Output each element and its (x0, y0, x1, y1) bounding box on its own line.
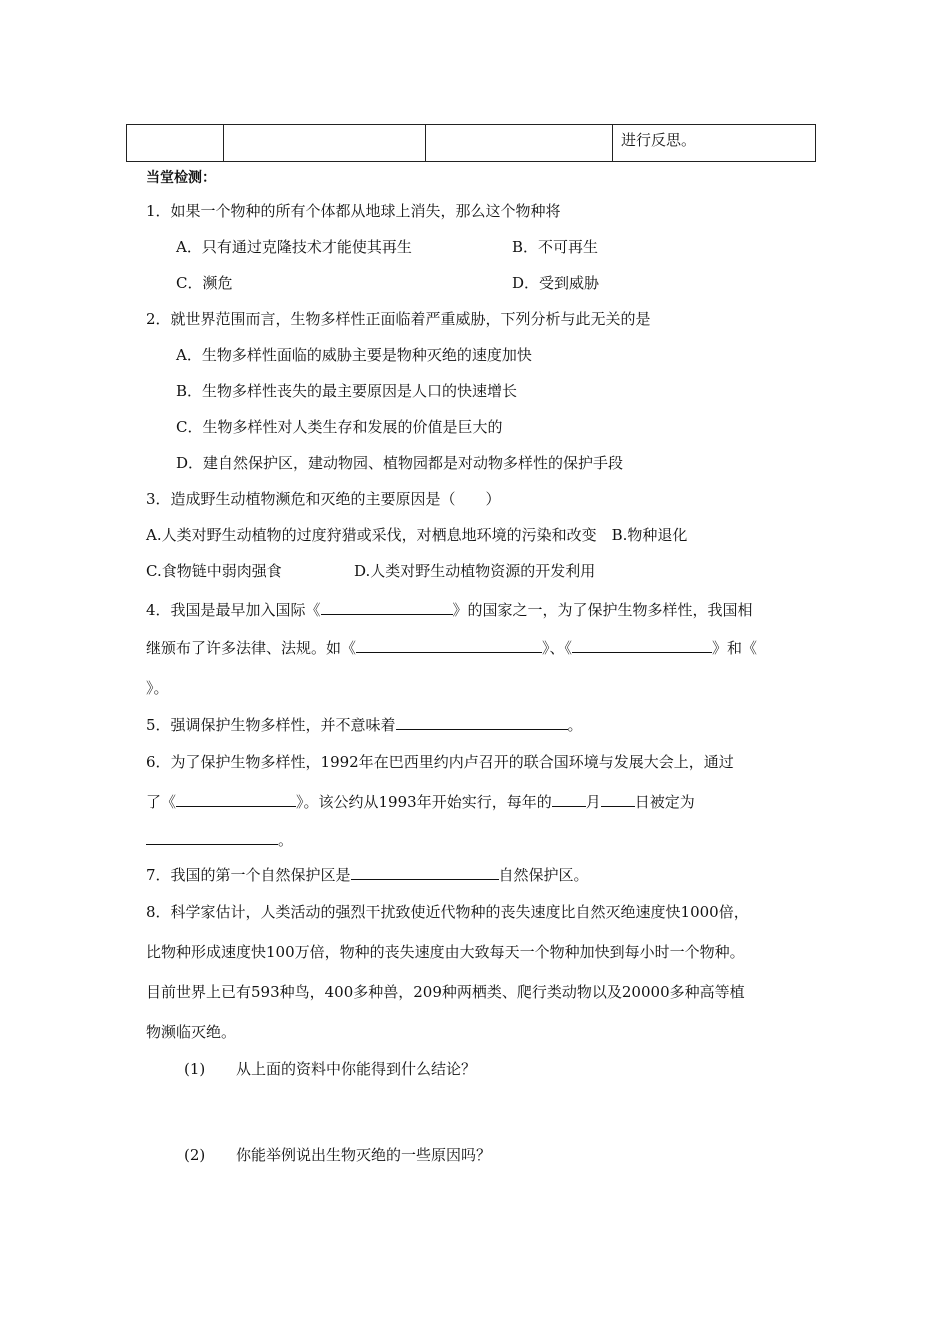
section-title: 当堂检测： (146, 170, 216, 186)
q8-line-3: 目前世界上已有593种鸟，400多种兽，209种两栖类、爬行类动物以及20000多种高等植 (146, 983, 745, 1001)
q8-line-1: 8．科学家估计，人类活动的强烈干扰致使近代物种的丧失速度比自然灭绝速度快1000倍， (146, 903, 749, 921)
q1-option-a: A．只有通过克隆技术才能使其再生 (176, 238, 412, 256)
q3-stem: 3．造成野生动植物濒危和灭绝的主要原因是（ ） (146, 490, 501, 508)
table-row (127, 125, 816, 162)
q3-option-d: D.人类对野生动植物资源的开发利用 (354, 562, 596, 580)
q4-text-6: 》。 (146, 679, 169, 697)
q4-blank-2[interactable] (356, 638, 542, 653)
q6-blank-month[interactable] (552, 792, 586, 807)
q4-text-4: 》、《 (542, 639, 573, 657)
q6-text-5: 日被定为 (634, 793, 695, 811)
q8-line-4: 物濒临灭绝。 (146, 1023, 237, 1041)
q4-text-2: 》的国家之一，为了保护生物多样性，我国相 (452, 601, 753, 619)
q1-option-b: B．不可再生 (512, 238, 599, 256)
table-cell (224, 125, 426, 162)
q5-line (146, 715, 583, 735)
q5-blank[interactable] (396, 715, 568, 730)
q5-text-2: 。 (567, 716, 583, 734)
q8-sub1-number: (1) (184, 1060, 206, 1078)
q5-text-1: 5．强调保护生物多样性，并不意味着 (146, 716, 396, 734)
q6-text-1: 6．为了保护生物多样性，1992年在巴西里约内卢召开的联合国环境与发展大会上，通过 (146, 753, 734, 771)
q4-blank-1[interactable] (321, 600, 453, 615)
header-table (126, 124, 816, 162)
q4-blank-3[interactable] (572, 638, 712, 653)
q4-text-1: 4．我国是最早加入国际《 (146, 601, 321, 619)
q4-line2 (146, 638, 757, 658)
table-cell (127, 125, 224, 162)
q8-sub1-text: 从上面的资料中你能得到什么结论？ (236, 1060, 477, 1078)
q7-line (146, 865, 589, 885)
q3-option-c: C.食物链中弱肉强食 (146, 562, 282, 580)
q6-blank-2[interactable] (146, 830, 278, 845)
table-cell-reflection: 进行反思。 (613, 125, 816, 162)
q3-option-ab: A.人类对野生动植物的过度狩猎或采伐，对栖息地环境的污染和改变 B.物种退化 (146, 526, 688, 544)
q6-blank-day[interactable] (601, 792, 635, 807)
q7-text-1: 7．我国的第一个自然保护区是 (146, 866, 351, 884)
table-cell (426, 125, 613, 162)
q6-text-3: 》。该公约从1993年开始实行，每年的 (296, 793, 552, 811)
q7-blank[interactable] (351, 865, 499, 880)
q2-option-a: A．生物多样性面临的威胁主要是物种灭绝的速度加快 (176, 346, 532, 364)
q2-stem: 2．就世界范围而言，生物多样性正面临着严重威胁，下列分析与此无关的是 (146, 310, 651, 328)
q4-text-5: 》和《 (712, 639, 758, 657)
q2-option-d: D．建自然保护区，建动物园、植物园都是对动物多样性的保护手段 (176, 454, 624, 472)
q1-stem: 1．如果一个物种的所有个体都从地球上消失，那么这个物种将 (146, 202, 561, 220)
q8-sub2-number: (2) (184, 1146, 206, 1164)
q6-text-4: 月 (585, 793, 601, 811)
q8-line-2: 比物种形成速度快100万倍，物种的丧失速度由大致每天一个物种加快到每小时一个物种。 (146, 943, 745, 961)
q6-text-6: 。 (278, 831, 294, 849)
q1-option-d: D．受到威胁 (512, 274, 600, 292)
q6-text-2: 了《 (146, 793, 177, 811)
q8-sub2-text: 你能举例说出生物灭绝的一些原因吗？ (236, 1146, 492, 1164)
q2-option-c: C．生物多样性对人类生存和发展的价值是巨大的 (176, 418, 503, 436)
q4-text-3: 继颁布了许多法律、法规。如《 (146, 639, 357, 657)
q6-line2 (146, 792, 695, 812)
q6-blank-1[interactable] (176, 792, 296, 807)
q1-option-c: C．濒危 (176, 274, 233, 292)
q4-line1 (146, 600, 753, 620)
q7-text-2: 自然保护区。 (498, 866, 589, 884)
q6-line3 (146, 830, 293, 850)
q2-option-b: B．生物多样性丧失的最主要原因是人口的快速增长 (176, 382, 518, 400)
